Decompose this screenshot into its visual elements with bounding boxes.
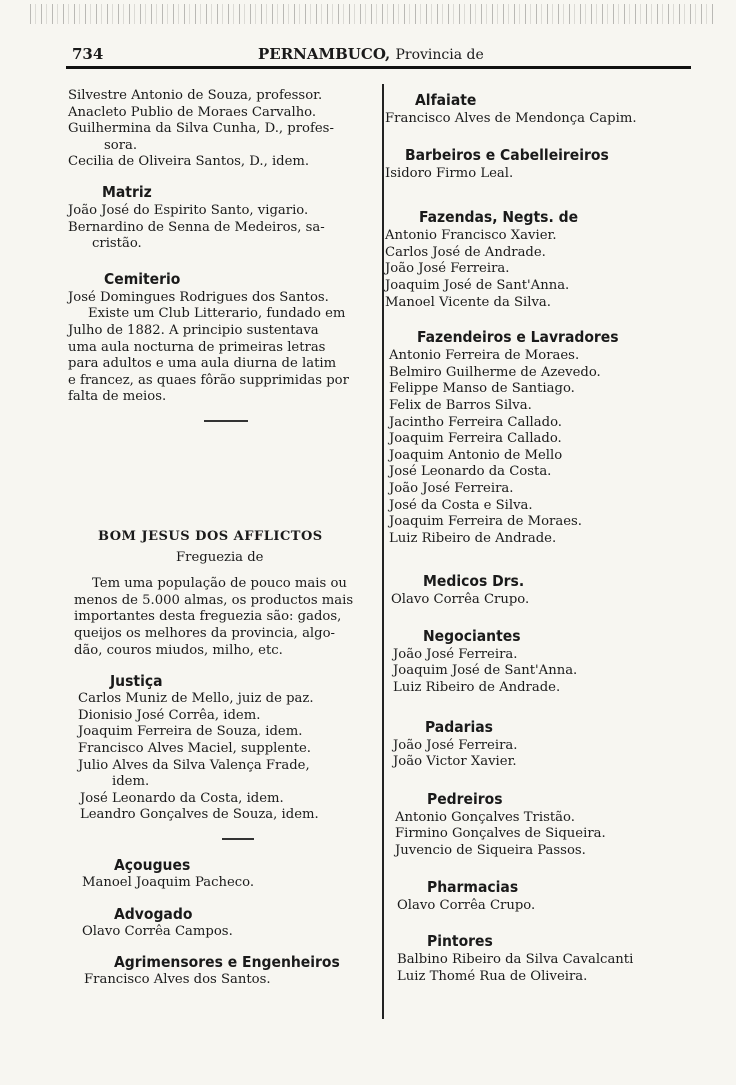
list-item: Belmiro Guilherme de Azevedo. <box>389 364 601 380</box>
list-item: Olavo Corrêa Crupo. <box>397 897 536 913</box>
list-item: Leandro Gonçalves de Souza, idem. <box>80 807 319 823</box>
club-paragraph <box>68 306 380 406</box>
list-item: Olavo Corrêa Campos. <box>82 923 233 939</box>
list-item: Antonio Francisco Xavier. <box>385 228 557 244</box>
list-item-continuation: sora. <box>104 137 138 153</box>
section-heading-matriz: Matriz <box>102 182 152 201</box>
list-item: Joaquim José de Sant'Anna. <box>393 663 578 679</box>
paragraph-line: falta de meios. <box>68 389 167 405</box>
list-item: Balbino Ribeiro da Silva Cavalcanti <box>397 952 634 968</box>
section-heading-fazendeiros: Fazendeiros e Lavradores <box>417 328 619 347</box>
scan-noise <box>30 4 716 24</box>
paragraph-line: importantes desta freguezia são: gados, <box>74 609 342 625</box>
section-heading-padarias: Padarias <box>425 717 493 736</box>
list-item: Antonio Ferreira de Moraes. <box>389 348 580 364</box>
header-rule <box>66 66 691 69</box>
list-item: João José Ferreira. <box>393 646 518 662</box>
list-item: Antonio Gonçalves Tristão. <box>395 809 575 825</box>
page-title <box>258 45 484 63</box>
list-item: José Leonardo da Costa, idem. <box>80 790 284 806</box>
list-item: Julio Alves da Silva Valença Frade, <box>78 757 310 773</box>
list-item: Luiz Ribeiro de Andrade. <box>393 680 561 696</box>
list-item: Juvencio de Siqueira Passos. <box>395 843 586 859</box>
population-paragraph <box>74 576 384 659</box>
left-column <box>68 88 380 422</box>
section-heading-pharmacias: Pharmacias <box>427 877 519 896</box>
paragraph-line: para adultos e uma aula diurna de latim <box>68 356 337 372</box>
list-item: Guilhermina da Silva Cunha, D., profes- <box>68 121 334 137</box>
list-item: Isidoro Firmo Leal. <box>385 165 514 181</box>
parish-title: BOM JESUS DOS AFFLICTOS <box>98 529 323 544</box>
section-heading-cemiterio: Cemiterio <box>104 269 181 288</box>
paragraph-line: Existe um Club Litterario, fundado em <box>88 306 346 322</box>
page-number: 734 <box>72 45 104 63</box>
list-item: Joaquim Antonio de Mello <box>389 447 563 463</box>
section-heading-acougues: Açougues <box>114 855 191 874</box>
section-heading-negociantes: Negociantes <box>423 626 521 645</box>
list-item: Jacintho Ferreira Callado. <box>389 414 562 430</box>
list-item: Joaquim José de Sant'Anna. <box>385 277 570 293</box>
list-item-continuation: cristão. <box>92 236 142 252</box>
list-item: Felix de Barros Silva. <box>389 397 532 413</box>
separator-dash <box>222 838 254 840</box>
list-item: João José do Espirito Santo, vigario. <box>68 202 309 218</box>
section-heading-pedreiros: Pedreiros <box>427 789 503 808</box>
paragraph-line: e francez, as quaes fôrão supprimidas por <box>68 372 349 388</box>
list-item: José Leonardo da Costa. <box>389 464 552 480</box>
list-item: Carlos José de Andrade. <box>385 244 546 260</box>
separator-dash <box>204 420 248 422</box>
list-item: Firmino Gonçalves de Siqueira. <box>395 826 606 842</box>
section-heading-fazendas: Fazendas, Negts. de <box>419 208 579 227</box>
list-item: Manoel Joaquim Pacheco. <box>82 874 255 890</box>
list-item: João José Ferreira. <box>389 480 514 496</box>
list-item: Silvestre Antonio de Souza, professor. <box>68 88 323 103</box>
list-item: Luiz Ribeiro de Andrade. <box>389 530 557 546</box>
list-item: Anacleto Publio de Moraes Carvalho. <box>68 104 317 120</box>
province-name: PERNAMBUCO, <box>258 45 391 63</box>
list-item-continuation: idem. <box>112 774 150 790</box>
list-item: João Victor Xavier. <box>393 754 517 770</box>
page-subtitle: Provincia de <box>395 47 484 63</box>
list-item: Olavo Corrêa Crupo. <box>391 592 530 608</box>
list-item: Joaquim Ferreira Callado. <box>389 431 562 447</box>
list-item: Manoel Vicente da Silva. <box>385 294 551 310</box>
paragraph-line: uma aula nocturna de primeiras letras <box>68 339 326 355</box>
parish-section <box>74 529 384 989</box>
section-heading-alfaiate: Alfaiate <box>415 91 477 109</box>
section-heading-advogado: Advogado <box>114 904 193 923</box>
list-item: João José Ferreira. <box>385 261 510 277</box>
list-item: Joaquim Ferreira de Souza, idem. <box>78 724 303 740</box>
list-item: José da Costa e Silva. <box>389 497 533 513</box>
list-item: Bernardino de Senna de Medeiros, sa- <box>68 219 325 235</box>
list-item: Joaquim Ferreira de Moraes. <box>389 514 582 530</box>
parish-subtitle: Freguezia de <box>176 549 264 565</box>
list-item: Felippe Manso de Santiago. <box>389 381 575 397</box>
page-header <box>72 45 692 67</box>
section-heading-justica: Justiça <box>110 672 163 691</box>
list-item: Luiz Thomé Rua de Oliveira. <box>397 968 588 984</box>
paragraph-line: Tem uma população de pouco mais ou <box>92 576 347 592</box>
list-item: João José Ferreira. <box>393 737 518 753</box>
list-item: Dionisio José Corrêa, idem. <box>78 707 261 723</box>
section-heading-agrimensores: Agrimensores e Engenheiros <box>114 953 340 972</box>
list-item: Carlos Muniz de Mello, juiz de paz. <box>78 691 314 707</box>
paragraph-line: menos de 5.000 almas, os productos mais <box>74 592 354 608</box>
section-heading-medicos: Medicos Drs. <box>423 572 525 591</box>
section-heading-pintores: Pintores <box>427 932 493 951</box>
right-column <box>385 91 685 985</box>
paragraph-line: dão, couros miudos, milho, etc. <box>74 642 283 658</box>
paragraph-line: queijos os melhores da provincia, algo- <box>74 625 335 641</box>
paragraph-line: Julho de 1882. A principio sustentava <box>68 322 319 338</box>
list-item: José Domingues Rodrigues dos Santos. <box>68 289 329 305</box>
list-item: Francisco Alves dos Santos. <box>84 972 271 988</box>
section-heading-barbeiros: Barbeiros e Cabelleireiros <box>405 145 609 164</box>
list-item: Francisco Alves Maciel, supplente. <box>78 740 311 756</box>
list-item: Francisco Alves de Mendonça Capim. <box>385 111 637 126</box>
list-item: Cecilia de Oliveira Santos, D., idem. <box>68 154 310 170</box>
